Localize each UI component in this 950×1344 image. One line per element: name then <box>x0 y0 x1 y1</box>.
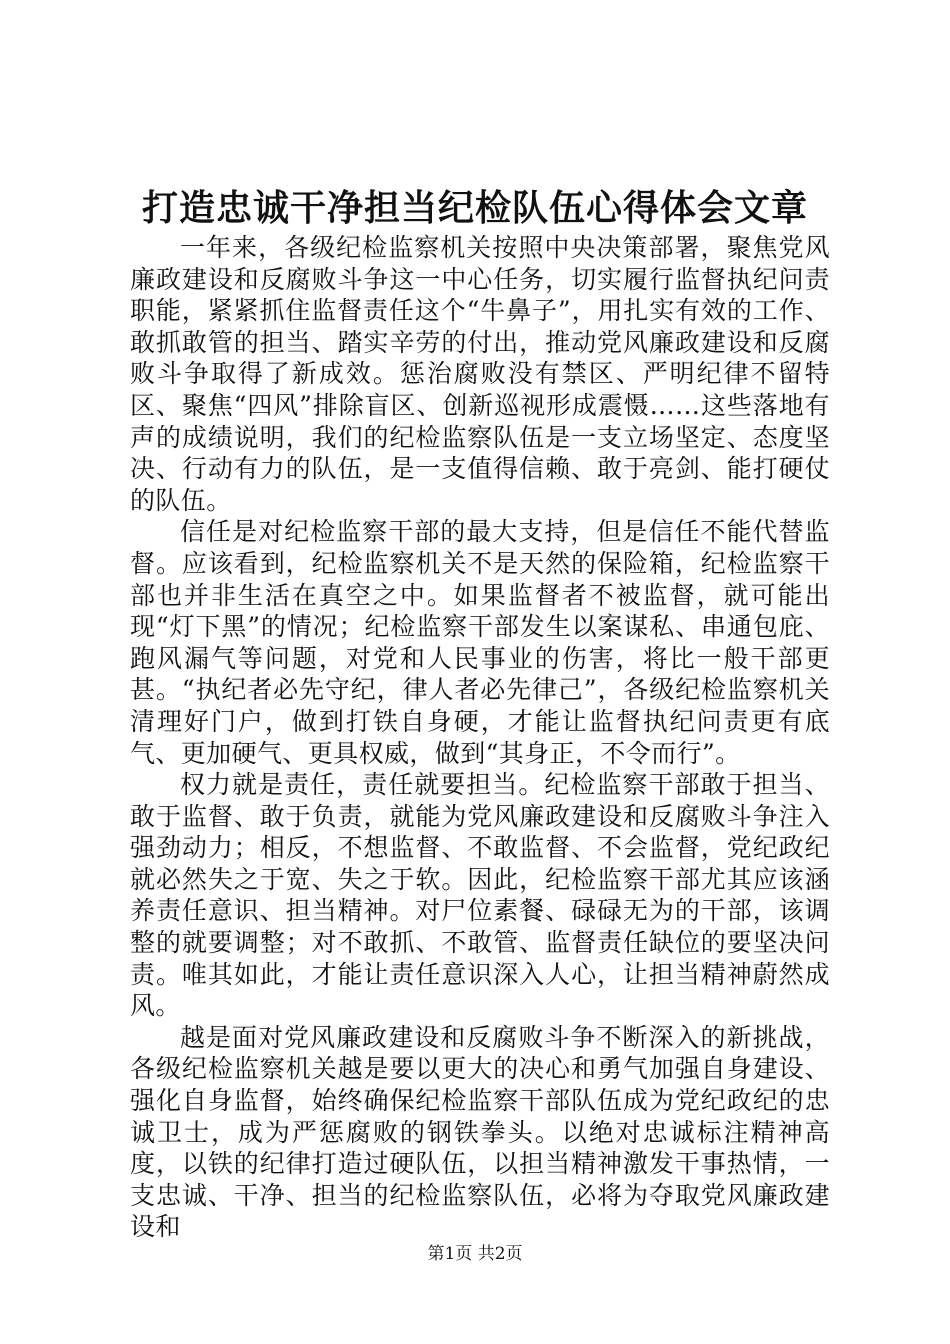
paragraph-2: 信任是对纪检监察干部的最大支持，但是信任不能代替监督。应该看到，纪检监察机关不是天然的保险箱，纪检监察干部也并非生活在真空之中。如果监督者不被监督，就可能出现“灯下黑”的情况；纪检监察干部发生以案谋私、串通包庇、跑风漏气等问题，对党和人民事业的伤害，将比一般干部更甚。“执纪者必先守纪，律人者必先律己”，各级纪检监察机关清理好门户，做到打铁自身硬，才能让监督执纪问责更有底气、更加硬气、更具权威，做到“其身正，不令而行”。 <box>130 517 830 768</box>
document-body <box>130 232 830 1243</box>
paragraph-1: 一年来，各级纪检监察机关按照中央决策部署，聚焦党风廉政建设和反腐败斗争这一中心任务，切实履行监督执纪问责职能，紧紧抓住监督责任这个“牛鼻子”，用扎实有效的工作、敢抓敢管的担当、踏实辛劳的付出，推动党风廉政建设和反腐败斗争取得了新成效。惩治腐败没有禁区、严明纪律不留特区、聚焦“四风”排除盲区、创新巡视形成震慑……这些落地有声的成绩说明，我们的纪检监察队伍是一支立场坚定、态度坚决、行动有力的队伍，是一支值得信赖、敢于亮剑、能打硬仗的队伍。 <box>130 233 830 515</box>
paragraph-3: 权力就是责任，责任就要担当。纪检监察干部敢于担当、敢于监督、敢于负责，就能为党风廉政建设和反腐败斗争注入强劲动力；相反，不想监督、不敢监督、不会监督，党纪政纪就必然失之于宽、失之于软。因此，纪检监察干部尤其应该涵养责任意识、担当精神。对尸位素餐、碌碌无为的干部，该调整的就要调整；对不敢抓、不敢管、监督责任缺位的要坚决问责。唯其如此，才能让责任意识深入人心，让担当精神蔚然成风。 <box>130 770 830 1021</box>
page-number-footer: 第1页 共2页 <box>427 1244 523 1264</box>
document-title: 打造忠诚干净担当纪检队伍心得体会文章 <box>141 187 808 229</box>
paragraph-4: 越是面对党风廉政建设和反腐败斗争不断深入的新挑战，各级纪检监察机关越是要以更大的决心和勇气加强自身建设、强化自身监督，始终确保纪检监察干部队伍成为党纪政纪的忠诚卫士，成为严惩腐败的钢铁拳头。以绝对忠诚标注精神高度，以铁的纪律打造过硬队伍，以担当精神激发干事热情，一支忠诚、干净、担当的纪检监察队伍，必将为夺取党风廉政建设和 <box>130 1022 830 1242</box>
